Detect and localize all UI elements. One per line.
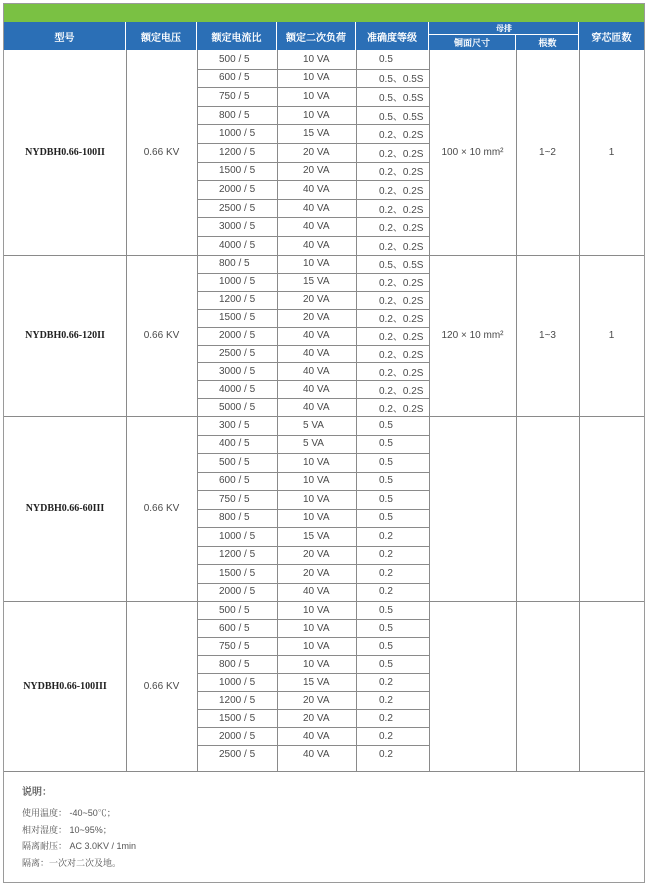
- row-divider: [197, 162, 429, 163]
- secondary-load: 20 VA: [303, 567, 330, 579]
- row-divider: [197, 236, 429, 237]
- turns-count: 1: [608, 330, 615, 341]
- secondary-load: 20 VA: [303, 549, 330, 561]
- secondary-load: 10 VA: [303, 640, 330, 652]
- current-ratio: 500 / 5: [219, 456, 250, 468]
- current-ratio: 2000 / 5: [219, 183, 256, 195]
- current-ratio: 1500 / 5: [219, 312, 256, 324]
- model-name: NYDBH0.66-100II: [25, 147, 105, 158]
- secondary-load: 10 VA: [303, 258, 330, 270]
- row-divider: [197, 362, 429, 363]
- secondary-load: 40 VA: [303, 365, 330, 377]
- accuracy-class: 0.2、0.2S: [379, 314, 424, 326]
- current-ratio: 1200 / 5: [219, 549, 256, 561]
- secondary-load: 20 VA: [303, 312, 330, 324]
- row-divider: [197, 327, 429, 328]
- header-load: 额定二次负荷: [277, 22, 356, 50]
- accuracy-class: 0.2: [379, 748, 393, 760]
- row-divider: [197, 435, 429, 436]
- accuracy-class: 0.5、0.5S: [379, 111, 424, 123]
- top-accent-bar: [4, 4, 644, 22]
- header-busbar-size: 铜面尺寸: [429, 35, 516, 50]
- current-ratio: 500 / 5: [219, 53, 250, 65]
- busbar-count: 1~3: [539, 330, 556, 341]
- secondary-load: 40 VA: [303, 347, 330, 359]
- accuracy-class: 0.2: [379, 586, 393, 598]
- row-divider: [197, 217, 429, 218]
- secondary-load: 10 VA: [303, 53, 330, 65]
- accuracy-class: 0.2: [379, 676, 393, 688]
- group-divider: [4, 601, 644, 602]
- notes-section: [4, 772, 644, 882]
- accuracy-class: 0.5: [379, 658, 393, 670]
- current-ratio: 1500 / 5: [219, 712, 256, 724]
- current-ratio: 2500 / 5: [219, 202, 256, 214]
- row-divider: [197, 546, 429, 547]
- current-ratio: 750 / 5: [219, 493, 250, 505]
- header-model: 型号: [4, 22, 126, 50]
- secondary-load: 10 VA: [303, 456, 330, 468]
- accuracy-class: 0.2、0.2S: [379, 349, 424, 361]
- accuracy-class: 0.2、0.2S: [379, 223, 424, 235]
- secondary-load: 40 VA: [303, 202, 330, 214]
- spec-sheet: [3, 3, 645, 883]
- accuracy-class: 0.5: [379, 512, 393, 524]
- row-divider: [197, 143, 429, 144]
- row-divider: [197, 564, 429, 565]
- accuracy-class: 0.2: [379, 730, 393, 742]
- current-ratio: 2000 / 5: [219, 730, 256, 742]
- secondary-load: 20 VA: [303, 165, 330, 177]
- secondary-load: 40 VA: [303, 730, 330, 742]
- row-divider: [197, 509, 429, 510]
- accuracy-class: 0.2、0.2S: [379, 241, 424, 253]
- secondary-load: 10 VA: [303, 512, 330, 524]
- secondary-load: 10 VA: [303, 493, 330, 505]
- accuracy-class: 0.2、0.2S: [379, 185, 424, 197]
- turns-count: [579, 601, 644, 771]
- secondary-load: 10 VA: [303, 622, 330, 634]
- model-name: NYDBH0.66-100III: [23, 680, 107, 692]
- secondary-load: 10 VA: [303, 109, 330, 121]
- header-ratio: 额定电流比: [197, 22, 277, 50]
- current-ratio: 750 / 5: [219, 90, 250, 102]
- busbar-count: [516, 416, 579, 601]
- accuracy-class: 0.5: [379, 604, 393, 616]
- header-voltage: 额定电压: [126, 22, 197, 50]
- row-divider: [197, 655, 429, 656]
- row-divider: [197, 398, 429, 399]
- busbar-size: 120 × 10 mm²: [441, 330, 504, 341]
- row-divider: [197, 583, 429, 584]
- secondary-load: 40 VA: [303, 748, 330, 760]
- accuracy-class: 0.5: [379, 456, 393, 468]
- secondary-load: 15 VA: [303, 276, 330, 288]
- secondary-load: 20 VA: [303, 712, 330, 724]
- current-ratio: 4000 / 5: [219, 239, 256, 251]
- secondary-load: 15 VA: [303, 676, 330, 688]
- row-divider: [197, 745, 429, 746]
- accuracy-class: 0.2: [379, 567, 393, 579]
- secondary-load: 40 VA: [303, 239, 330, 251]
- current-ratio: 1200 / 5: [219, 146, 256, 158]
- row-divider: [197, 709, 429, 710]
- rated-voltage: 0.66 KV: [143, 503, 180, 514]
- current-ratio: 2000 / 5: [219, 330, 256, 342]
- secondary-load: 20 VA: [303, 146, 330, 158]
- current-ratio: 1000 / 5: [219, 128, 256, 140]
- secondary-load: 10 VA: [303, 658, 330, 670]
- row-divider: [197, 673, 429, 674]
- busbar-count: [516, 601, 579, 771]
- secondary-load: 20 VA: [303, 694, 330, 706]
- accuracy-class: 0.2、0.2S: [379, 130, 424, 142]
- current-ratio: 1200 / 5: [219, 294, 256, 306]
- table-header: [4, 22, 644, 50]
- accuracy-class: 0.2、0.2S: [379, 332, 424, 344]
- model-name: NYDBH0.66-120II: [25, 330, 105, 341]
- current-ratio: 1000 / 5: [219, 530, 256, 542]
- rated-voltage: 0.66 KV: [143, 330, 180, 341]
- notes-title: 说明：: [22, 787, 52, 798]
- current-ratio: 1000 / 5: [219, 276, 256, 288]
- current-ratio: 3000 / 5: [219, 365, 256, 377]
- current-ratio: 2000 / 5: [219, 586, 256, 598]
- accuracy-class: 0.2、0.2S: [379, 278, 424, 290]
- rated-voltage: 0.66 KV: [143, 680, 180, 692]
- secondary-load: 5 VA: [303, 419, 324, 431]
- secondary-load: 40 VA: [303, 183, 330, 195]
- row-divider: [197, 637, 429, 638]
- row-divider: [197, 727, 429, 728]
- header-busbar-group: [429, 22, 579, 50]
- secondary-load: 15 VA: [303, 530, 330, 542]
- row-divider: [197, 453, 429, 454]
- accuracy-class: 0.2: [379, 549, 393, 561]
- current-ratio: 800 / 5: [219, 658, 250, 670]
- row-divider: [197, 291, 429, 292]
- accuracy-class: 0.5、0.5S: [379, 260, 424, 272]
- row-divider: [197, 527, 429, 528]
- current-ratio: 600 / 5: [219, 622, 250, 634]
- current-ratio: 1500 / 5: [219, 567, 256, 579]
- secondary-load: 40 VA: [303, 401, 330, 413]
- header-busbar-count: 根数: [538, 38, 557, 48]
- current-ratio: 1000 / 5: [219, 676, 256, 688]
- row-divider: [197, 273, 429, 274]
- accuracy-class: 0.5: [379, 622, 393, 634]
- accuracy-class: 0.2、0.2S: [379, 403, 424, 415]
- row-divider: [197, 106, 429, 107]
- note-line: 使用温度： -40~50℃；: [22, 808, 116, 818]
- current-ratio: 300 / 5: [219, 419, 250, 431]
- current-ratio: 3000 / 5: [219, 221, 256, 233]
- current-ratio: 600 / 5: [219, 475, 250, 487]
- row-divider: [197, 87, 429, 88]
- secondary-load: 40 VA: [303, 221, 330, 233]
- row-divider: [197, 345, 429, 346]
- accuracy-class: 0.5: [379, 475, 393, 487]
- current-ratio: 800 / 5: [219, 109, 250, 121]
- current-ratio: 5000 / 5: [219, 401, 256, 413]
- current-ratio: 800 / 5: [219, 258, 250, 270]
- busbar-size: [429, 601, 516, 771]
- accuracy-class: 0.2、0.2S: [379, 167, 424, 179]
- busbar-count: 1~2: [539, 147, 556, 158]
- accuracy-class: 0.2: [379, 530, 393, 542]
- accuracy-class: 0.2: [379, 712, 393, 724]
- secondary-load: 10 VA: [303, 475, 330, 487]
- rated-voltage: 0.66 KV: [143, 147, 180, 158]
- row-divider: [197, 199, 429, 200]
- current-ratio: 2500 / 5: [219, 748, 256, 760]
- accuracy-class: 0.2、0.2S: [379, 296, 424, 308]
- accuracy-class: 0.2、0.2S: [379, 367, 424, 379]
- note-line: 隔离耐压： AC 3.0KV / 1min: [22, 841, 137, 851]
- secondary-load: 10 VA: [303, 604, 330, 616]
- secondary-load: 10 VA: [303, 72, 330, 84]
- accuracy-class: 0.5: [379, 53, 393, 65]
- current-ratio: 4000 / 5: [219, 383, 256, 395]
- row-divider: [197, 490, 429, 491]
- accuracy-class: 0.2、0.2S: [379, 204, 424, 216]
- secondary-load: 15 VA: [303, 128, 330, 140]
- current-ratio: 1200 / 5: [219, 694, 256, 706]
- turns-count: 1: [608, 147, 615, 158]
- row-divider: [197, 380, 429, 381]
- accuracy-class: 0.2、0.2S: [379, 148, 424, 160]
- secondary-load: 5 VA: [303, 438, 324, 450]
- row-divider: [197, 691, 429, 692]
- secondary-load: 40 VA: [303, 586, 330, 598]
- note-line: 相对湿度： 10~95%；: [22, 825, 112, 835]
- row-divider: [197, 472, 429, 473]
- current-ratio: 600 / 5: [219, 72, 250, 84]
- accuracy-class: 0.5、0.5S: [379, 92, 424, 104]
- row-divider: [197, 124, 429, 125]
- accuracy-class: 0.5: [379, 419, 393, 431]
- accuracy-class: 0.5: [379, 493, 393, 505]
- current-ratio: 400 / 5: [219, 438, 250, 450]
- row-divider: [197, 69, 429, 70]
- accuracy-class: 0.2、0.2S: [379, 385, 424, 397]
- turns-count: [579, 416, 644, 601]
- secondary-load: 40 VA: [303, 383, 330, 395]
- accuracy-class: 0.5: [379, 438, 393, 450]
- accuracy-class: 0.2: [379, 694, 393, 706]
- current-ratio: 1500 / 5: [219, 165, 256, 177]
- secondary-load: 10 VA: [303, 90, 330, 102]
- current-ratio: 2500 / 5: [219, 347, 256, 359]
- model-name: NYDBH0.66-60III: [25, 503, 105, 514]
- header-turns: 穿芯匝数: [591, 32, 632, 44]
- secondary-load: 20 VA: [303, 294, 330, 306]
- header-accuracy: 准确度等级: [356, 22, 429, 50]
- group-divider: [4, 255, 644, 256]
- busbar-size: 100 × 10 mm²: [441, 147, 504, 158]
- secondary-load: 40 VA: [303, 330, 330, 342]
- current-ratio: 500 / 5: [219, 604, 250, 616]
- accuracy-class: 0.5: [379, 640, 393, 652]
- row-divider: [197, 309, 429, 310]
- accuracy-class: 0.5、0.5S: [379, 74, 424, 86]
- note-line: 隔离：一次对二次及地。: [22, 858, 122, 868]
- current-ratio: 750 / 5: [219, 640, 250, 652]
- header-busbar: 母排: [429, 22, 579, 35]
- group-divider: [4, 416, 644, 417]
- busbar-size: [429, 416, 516, 601]
- row-divider: [197, 619, 429, 620]
- row-divider: [197, 180, 429, 181]
- current-ratio: 800 / 5: [219, 512, 250, 524]
